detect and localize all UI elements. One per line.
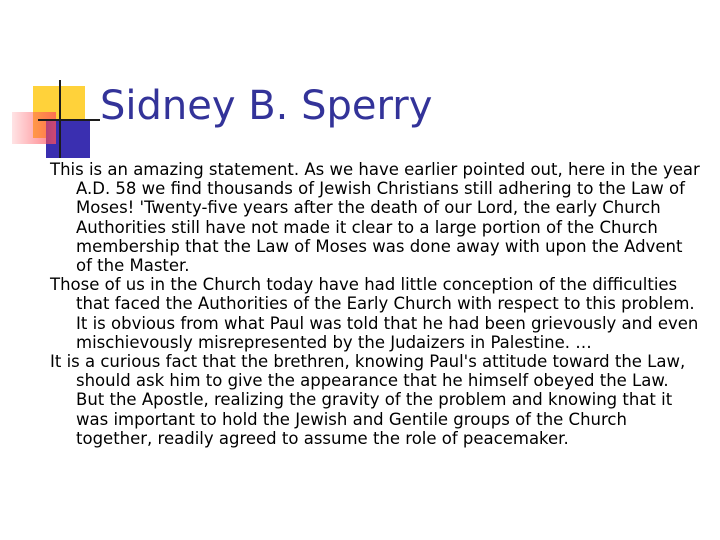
logo-horizontal-line — [38, 119, 100, 121]
slide-logo-decoration — [0, 0, 100, 170]
slide-title: Sidney B. Sperry — [100, 83, 433, 129]
body-paragraph-3: It is a curious fact that the brethren, knowing Paul's attitude toward the Law, should ask him to give the appearance that he himself obeyed the Law. But the Apostle, realizing the gravity of the problem and knowing that it was important to hold the Jewish and Gentile groups of the Church together, readily agreed to assume the role of peacemaker. — [50, 352, 686, 448]
logo-red-square — [12, 112, 56, 144]
body-paragraph-1: This is an amazing statement. As we have earlier pointed out, here in the year A.D. 58 we find thousands of Jewish Christians still adhering to the Law of Moses! 'Twenty-five years after the death of our Lord, the early Church Authorities still have not made it clear to a large portion of the Church membership that the Law of Moses was done away with upon the Advent of the Master. — [50, 160, 700, 276]
slide-body — [50, 160, 700, 448]
body-paragraph-2: Those of us in the Church today have had little conception of the difficulties that faced the Authorities of the Early Church with respect to this problem. It is obvious from what Paul was told that he had been grievously and even mischievously misrepresented by the Judaizers in Palestine. … — [50, 275, 699, 352]
